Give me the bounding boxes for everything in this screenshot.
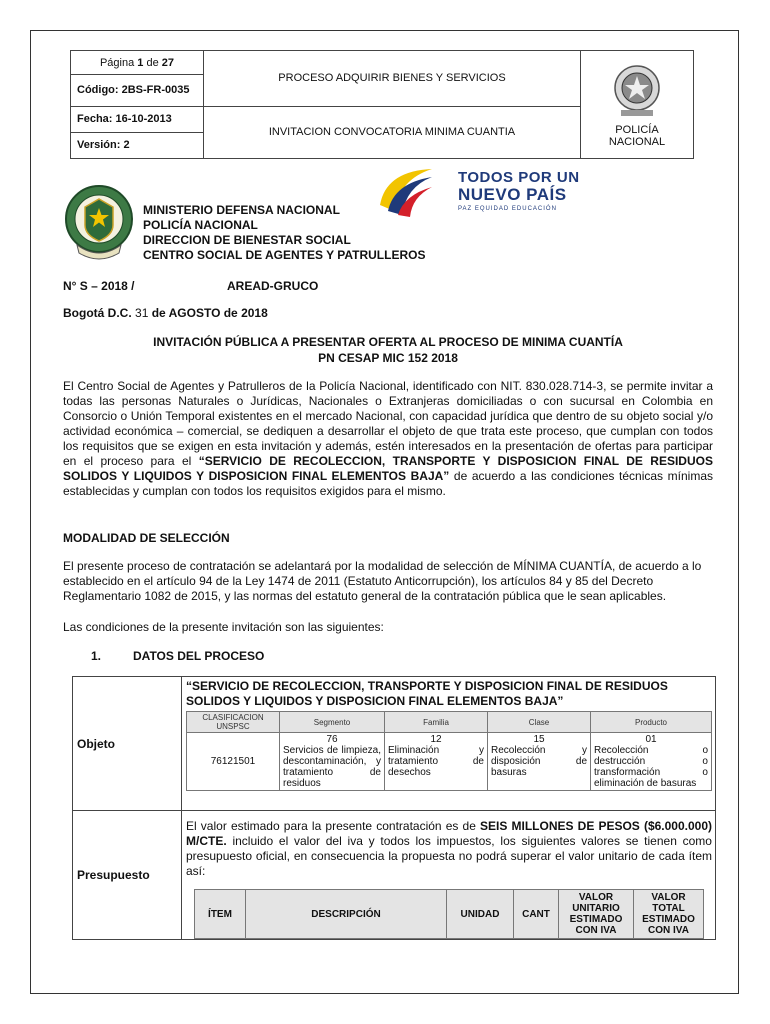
police-emblem-icon: [609, 62, 665, 120]
process-title: PROCESO ADQUIRIR BIENES Y SERVICIOS: [204, 51, 581, 107]
col-total-value: VALOR TOTAL ESTIMADO CON IVA: [634, 890, 704, 939]
reference-number: N° S – 2018 /: [63, 279, 135, 293]
slogan-line-2: NUEVO PAÍS: [458, 185, 567, 204]
unspsc-table: [186, 711, 712, 791]
entity-center: CENTRO SOCIAL DE AGENTES Y PATRULLEROS: [143, 248, 426, 262]
date-line: Bogotá D.C. 31 de AGOSTO de 2018: [63, 306, 268, 320]
document-page: [30, 30, 739, 994]
institution-name: POLICÍA NACIONAL: [608, 124, 666, 148]
col-unit: UNIDAD: [447, 890, 514, 939]
unspsc-header-family: Familia: [385, 712, 488, 733]
section-title: DATOS DEL PROCESO: [133, 649, 265, 663]
entity-block: [143, 203, 425, 263]
national-police-crest-icon: [63, 181, 135, 263]
intro-paragraph: El Centro Social de Agentes y Patrulleros de la Policía Nacional, identificado con NIT. 830.028.714-3, se permite invitar a todas las personas Naturales o Jurídicas, Nacionales o Extranjeras domiciliadas o con sucursal en Colombia en Consorcio o Unión Temporal existentes en el mercado Nacional, con capacidad jurídica que dentro de su objeto social y/o actividad económica – comercial, se dediquen a desarrollar el objeto de que trata este proceso, que cumplan con todos los requisitos que se exigen en esta invitación y además, estén interesados en la presentación de ofertas para participar en el proceso para el “SERVICIO DE RECOLECCION, TRANSPORTE Y DISPOSICION FINAL DE RESIDUOS SOLIDOS Y LIQUIDOS Y DISPOSICION FINAL ELEMENTOS BAJA” de acuerdo a las condiciones técnicas mínimas establecidas y cumplan con todos los requisitos exigidos para el mismo.: [63, 379, 713, 498]
col-unit-value: VALOR UNITARIO ESTIMADO CON IVA: [559, 890, 634, 939]
col-item: ÍTEM: [195, 890, 246, 939]
col-quantity: CANT: [514, 890, 559, 939]
presupuesto-content: [182, 811, 716, 940]
slogan-line-3: PAZ EQUIDAD EDUCACIÓN: [458, 206, 557, 212]
invitation-title-line-1: INVITACIÓN PÚBLICA A PRESENTAR OFERTA AL PROCESO DE MINIMA CUANTÍA: [153, 335, 623, 349]
presupuesto-text: El valor estimado para la presente contratación es de SEIS MILLONES DE PESOS ($6.000.000) M/CTE. incluido el valor del iva y todos los impuestos, los siguientes valores se tienen como presupuesto oficial, en consecuencia la propuesta no podrá superar el valor unitario de cada ítem así:: [186, 819, 712, 878]
unspsc-class: 15 Recolección y disposición de basuras: [488, 733, 591, 791]
unspsc-header-class: Clase: [488, 712, 591, 733]
entity-police: POLICÍA NACIONAL: [143, 218, 258, 232]
page-indicator: Página 1 de 27: [71, 51, 204, 75]
col-description: DESCRIPCIÓN: [246, 890, 447, 939]
invitation-title: [63, 334, 713, 366]
process-data-table: [72, 676, 716, 940]
section-number: 1.: [91, 649, 102, 663]
document-date: Fecha: 16-10-2013: [71, 106, 204, 132]
unspsc-header-product: Producto: [591, 712, 712, 733]
unspsc-code: 76121501: [187, 733, 280, 791]
reference-area: AREAD-GRUCO: [227, 279, 319, 293]
unspsc-header-segment: Segmento: [280, 712, 385, 733]
unspsc-header-classification: CLASIFICACION UNSPSC: [187, 712, 280, 733]
objeto-label: Objeto: [73, 677, 182, 811]
document-code: Código: 2BS-FR-0035: [71, 75, 204, 106]
objeto-title: “SERVICIO DE RECOLECCION, TRANSPORTE Y DISPOSICION FINAL DE RESIDUOS SOLIDOS Y LIQUIDOS Y DISPOSICION FINAL ELEMENTOS BAJA”: [186, 679, 668, 708]
entity-direction: DIRECCION DE BIENESTAR SOCIAL: [143, 233, 351, 247]
objeto-content: [182, 677, 716, 811]
presupuesto-label: Presupuesto: [73, 811, 182, 940]
entity-ministry: MINISTERIO DEFENSA NACIONAL: [143, 203, 340, 217]
unspsc-family: 12 Eliminación y tratamiento de desechos: [385, 733, 488, 791]
unspsc-product: 01 Recolección o destrucción o transformación o eliminación de basuras: [591, 733, 712, 791]
document-type-title: INVITACION CONVOCATORIA MINIMA CUANTIA: [204, 106, 581, 159]
invitation-title-line-2: PN CESAP MIC 152 2018: [318, 351, 458, 365]
conditions-intro: Las condiciones de la presente invitación son las siguientes:: [63, 620, 384, 634]
document-version: Versión: 2: [71, 132, 204, 158]
modalidad-paragraph: El presente proceso de contratación se adelantará por la modalidad de selección de MÍNIMA CUANTÍA, de acuerdo a lo establecido en el artículo 94 de la Ley 1474 de 2011 (Estatuto Anticorrupción), los artículos 84 y 85 del Decreto Reglamentario 1082 de 2015, y las normas del estatuto general de la contratación pública que le sean aplicables.: [63, 559, 702, 603]
budget-items-table: [194, 889, 704, 939]
unspsc-segment: 76 Servicios de limpieza, descontaminación, y tratamiento de residuos: [280, 733, 385, 791]
institution-cell: [581, 51, 694, 159]
modalidad-heading: MODALIDAD DE SELECCIÓN: [63, 531, 230, 545]
document-header-table: [70, 50, 694, 159]
slogan-line-1: TODOS POR UN: [458, 169, 580, 186]
